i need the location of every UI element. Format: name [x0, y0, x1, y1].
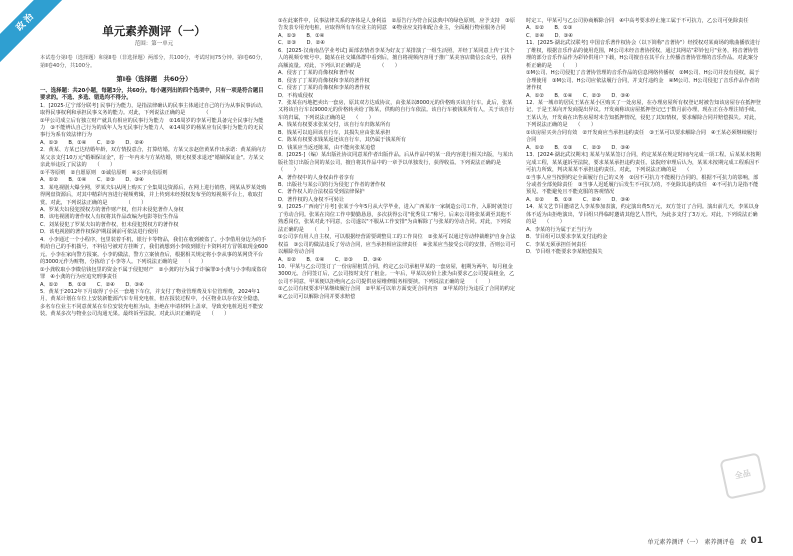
question-line: A．①② B．①③ [526, 25, 573, 32]
question-line: 8．[2025·]（编）某出版社协议同意某作者出版作品。后从作品中的某一段内容进行相关出版，与某出版社签订出版合同的某公司，擅自将其作品中的一章予以单独发行，获得收益。下列说法正确的是 （ ） [278, 152, 513, 174]
question-line: A．①② B．①④ C．②③ D．③④ [40, 177, 144, 184]
question-line: 5．黄某于2012年下月取得了小区一套地下车位，并支付了物业管理费及车位管理费，2024年1月，黄某计划在车位上安装新能源汽车专用充电桩，但在报装过程中，小区物业以存在安全隐患，多名车位业主不同意黄某在车位安装充电桩为由，拒绝在申请材料上盖章，导致充电桩迟迟不能安装。黄某多次与物业公司沟通无果。最终诉至法院。对此认识正确的是 （ ） [40, 288, 264, 318]
subject-ribbon: 政治 [0, 0, 67, 63]
question-line: ①M公司、H公司侵犯了音著协管理的音乐作品的信息网络传播权 ②M公司、H公司并没有侵权，属于合理使用 ③M公司、H公司应依法履行合同，并支付违约金 ④M公司、H公司侵犯了音乐作品作者的著作权 [526, 70, 760, 92]
question-line: C．②③ D．②④ [278, 40, 325, 47]
question-line: 7．张某在丙地把卖出一套房，原其双方达成协议，由张某以8000元的价格购买该自行车。此后，张某又将该自行车以9000元的价格转卖给了陈某，供购的自行车依法。该自行车被钱某所有人，关于该自行车的归属，下列说法正确的是 （ ） [278, 99, 515, 121]
question-line: ①乙公司有权要求甲某继续履行合同 ②甲某可以单方面变更合同内容 ③甲某的行为违反了合同的约定 ④乙公司可以解除合同并要求赔偿 [278, 286, 521, 300]
question-line: ①平等原则 ②自愿原则 ③诚信原则 ④公序良俗原则 [40, 169, 168, 176]
question-line: A．①② B．①③ C．②③ D．③④ [526, 144, 630, 151]
question-line: B．钱某可以追回该自行车，其损失应由张某承担 [278, 129, 391, 136]
question-line: D．该电视剧的著作权保护期届满前可依法进行使用 [40, 229, 159, 236]
question-line: B．出版社与某公司的行为侵犯了作者的著作权 [278, 181, 386, 188]
column-1 [40, 18, 268, 528]
question-line: ①公司享有用人自主权，可以根据经营需要调整员工的工作岗位 ②张某可以通过劳动仲裁维护自身合法权益 ③公司的做法违反了劳动合同，应当承担相应法律责任 ④张某应当接受公司的安排，否则公司可以解除劳动合同 [278, 234, 516, 256]
question-line: C．陈某有权要求钱某返还该自行车，其仍属于钱某所有 [278, 137, 407, 144]
question-line: B．该电视剧的著作权人有权将其作品改编为电影等衍生作品 [40, 214, 179, 221]
question-line: C．著作权人的合法权益受到法律保护 [278, 189, 365, 196]
question-line: C．刘某侵犯了罗某夫妇的著作权，但未侵犯授权方的著作权 [40, 221, 179, 228]
question-line: C．②④ D．③④ [526, 32, 573, 39]
question-line: 2．黄某、方某已达结婚年龄，双方情投意合，打算结婚。方某父亲赵倍黄某作出承诺：黄某须向方某父亲支付10万元"婚姻保证金"，若一年内未与方某结婚，则无权要求退还"婚姻保证金"。方某父亲此举违反了民法的 （ ） [40, 147, 267, 169]
question-line: 13．[2024·湖北武汉期末] 某某与某某签订合同，约定某某在规定时间内完成一项工程。后某某未按期完成工程，某某遂诉至法院，要求某某承担违约责任。法院经审理后认为，某某未按期完成工程系因不可抗力所致，判决某某不承担违约责任。对此，下列说法正确的是 （ ） [526, 152, 761, 174]
question-line: A．李某的行为属于正当行为 [526, 226, 592, 233]
column-2 [278, 18, 521, 528]
question-line: A．①② B．①③ C．②④ D．③④ [40, 281, 144, 288]
question-line: ①小龚收取小李微信钱包里的资金不属于侵犯财产 ②小龚的行为属于诈骗罪③小龚与小李构成盗窃罪 ④小龚的行为应追究刑事责任 [40, 266, 267, 281]
question-line: 9．[2025·广西南宁月考] 张某于今年5月从大学毕业，进入广西某市一家制造公司工作，入职时就签订了劳动合同。张某在岗位工作中勤勤恳恳，多次获得公司"优秀员工"称号。后来公司将张某调至其他不熟悉岗位，张某对此不同意，公司遂以"不服从工作安排"为由解除了与张某的劳动合同。对此，下列说法正确的是 （ ） [278, 204, 513, 233]
column-3-questions [526, 18, 762, 257]
question-line: D．不构成侵权 [278, 92, 314, 99]
question-line: D．著作权的人身权不可转让 [278, 196, 345, 203]
question-line: 11．[2025·湖北武汉联考] 中国音乐著作权协会（以下简称"音著协"）经授权对某商场的歌曲播放进行了维权，根据音乐作品的使用范围，M公司未经音著协授权，通过其网站"彩铃包月"业务，将音著协管理的部分音乐作品作为彩铃供用户下载，H公司擅自在其平台上传播音著协管理的音乐作品。对此案分析正确的是 （ ） [526, 40, 761, 69]
column-3 [526, 18, 762, 528]
section-heading: 一、选择题：共20小题，每题3分，共60分。每小题列出的四个选项中，只有一项是符合题目要求的。不选、多选、错选均不得分。 [40, 87, 264, 102]
question-line: A．①③ B．①④ C．②③ D．②④ [40, 139, 144, 146]
question-line: A．①② B．①④ C．②③ D．③④ [278, 256, 382, 263]
question-line: 4．小李通过一个小程序，包里装着手机，银行卡等物品，我们在收到被盗了。小李借用身边为的手机给自己的手机拨号，不料信号被对方挂断了，我们就想到小李收到银行卡资料对方冒领取现金600元。小李在家向警方报案。小李的做法，警方立案侦查后，根据相关规定将小李从事的某网贷平台的3000元作为赃物，分拣给了小李等人。下列说法正确的是 （ ） [40, 236, 268, 266]
page-title: 单元素养测评（一） [102, 24, 206, 38]
column-2-questions [278, 18, 521, 301]
question-line: C．侵害了丁某的肖像权和李某的著作权 [278, 85, 370, 92]
question-line: ①当事人应当按照约定全面履行自己的义务 ②因不可抗力不能履行合同的，根据不可抗力的影响，部分或者全部免除责任 ③当事人迟延履行后发生不可抗力的，不免除其违约责任 ④不可抗力是指不能预见、不能避免且不能克服的客观情况 [526, 174, 759, 196]
question-line: C．李某无须承担任何责任 [526, 241, 587, 248]
question-line: ①在此案件中，民事法律关系的客体是人身利益 ②原告行为符合民法典中的绿色原则，应予支持 ③原告发表专用充电桩，应取得所有车位业主的同意 ④物业应支持和配合业主，全面履行物业服务合同 [278, 18, 516, 32]
question-line: A．①② B．①④ C．②③ D．③④ [526, 92, 630, 99]
watermark-stamp: 全品 [719, 452, 766, 499]
question-line: B．节目组可以要求李某支付违约金 [526, 234, 608, 241]
question-line: A．①② B．①③ C．②④ D．③④ [526, 196, 630, 203]
exam-intro: 本试卷分第Ⅰ卷（选择题）和第Ⅱ卷（非选择题）两部分，共100分，考试时间75分钟。第Ⅰ卷60分，第Ⅱ卷40分，共100分。 [40, 55, 266, 69]
question-line: D．节目组不能要求李某赔偿损失 [526, 249, 603, 256]
question-line: ①甲公司成立后有独立财产就具有相应的民事行为能力 ②16周岁的李某可能具备完全民事行为能力 ③不能辨认自己行为的成年人为无民事行为能力人 ④14周岁的杨某应有民事行为能力的无民事行为系有效法律行为 [40, 117, 264, 139]
question-line: A．侵害了丁某的肖像权和著作权 [278, 70, 355, 77]
question-line: B．侵害了丁某的肖像权和李某的著作权 [278, 77, 370, 84]
page-subtitle: 范围：第一单元 [134, 41, 174, 47]
page-number: 01 [750, 536, 763, 546]
question-line: 3．某电视剧大爆全网，罗某夫妇从网上购买了全集周边资源后，在网上进行销售，网某从罗某处购得网盘资源后，对其中精彩内容进行视频剪辑，并上传到未经授权发布至的短视频平台上，收取打赏。对此，下列说法正确的是 （ ） [40, 184, 267, 206]
question-line: 10．甲某与乙公司签订了一份房屋租赁合同，约定乙公司承租甲某的一套房屋，租期为两年，每月租金3000元。合同签订后，乙公司按时支付了租金。一年后，甲某以房价上涨为由要求乙公司提高租金，乙公司不同意，甲某便以拒绝向乙公司提供房屋维修服务相要挟。下列说法正确的是 （ ） [278, 263, 515, 285]
part-heading: 第Ⅰ卷（选择题 共60分） [116, 75, 192, 84]
question-line: A．罗某夫妇侵犯授权方的著作财产权，但并未侵犯著作人身权 [40, 206, 184, 213]
question-line: D．钱某应当返还陈某，由不能向张某追偿 [278, 144, 376, 151]
question-line: ①该房屋买卖合同有效 ②开发商应当承担违约责任 ③王某可以要求解除合同 ④王某必须继续履行合同 [526, 129, 758, 144]
question-line: 1．[2025·辽宁部分联考] 民事行为能力，是指法律确认的民事主体通过自己的行为从事民事活动，取得民事权利和承担民事义务的能力。对此，下列说法正确的是 （ ） [40, 102, 267, 117]
question-line: 12．某一城市的居民王某在某小区购买了一处房屋，在办理房屋所有权登记时被告知该房屋存在抵押登记，于是王某向开发商提出异议。开发商称该房屋抵押登记已于数月前办理，现在正在办理注销手续。王某认为，开发商在出售房屋时未告知抵押情况，侵犯了其知情权，要求解除合同并赔偿损失。对此，下列说法正确的是 （ ） [526, 99, 761, 129]
column-1-questions [40, 103, 268, 319]
question-line: 6．[2025·汉南南昌学业考试] 面部表情者李某为好友丁某排演了一组生活照，并经丁某同意上传于其个人的视频专账号中。随某在社交媒体群中看到后，擅自将视频内容用于推广某美容店微信公众号，获得高额流量。对此，下列认识正确的是 （ ） [278, 47, 515, 69]
question-line: A．著作权中的人身权由作者享有 [278, 174, 355, 181]
question-line: 14．某文艺节目邀请艺人李某参加表演，约定演出费5万元，双方签订了合同。演出前几天，李某以身体不适为由拒绝演出，节目组只得临时邀请其他艺人替代，为此多支付了3万元。对此，下列说法正确的是 （ ） [526, 204, 759, 226]
question-line: A．①③ B．①④ [278, 32, 325, 39]
page-footer [647, 536, 763, 546]
footer-text: 单元素养测评（一） 素养测评卷 政 [647, 538, 747, 546]
question-line: 时定工，甲某可与乙公司协商解除合同 ④中高考要求停止施工属于不可抗力，乙公司可免除责任 [526, 18, 749, 24]
question-line: A．钱某有权要求张某交付，该自行车归陈某所有 [278, 122, 391, 129]
